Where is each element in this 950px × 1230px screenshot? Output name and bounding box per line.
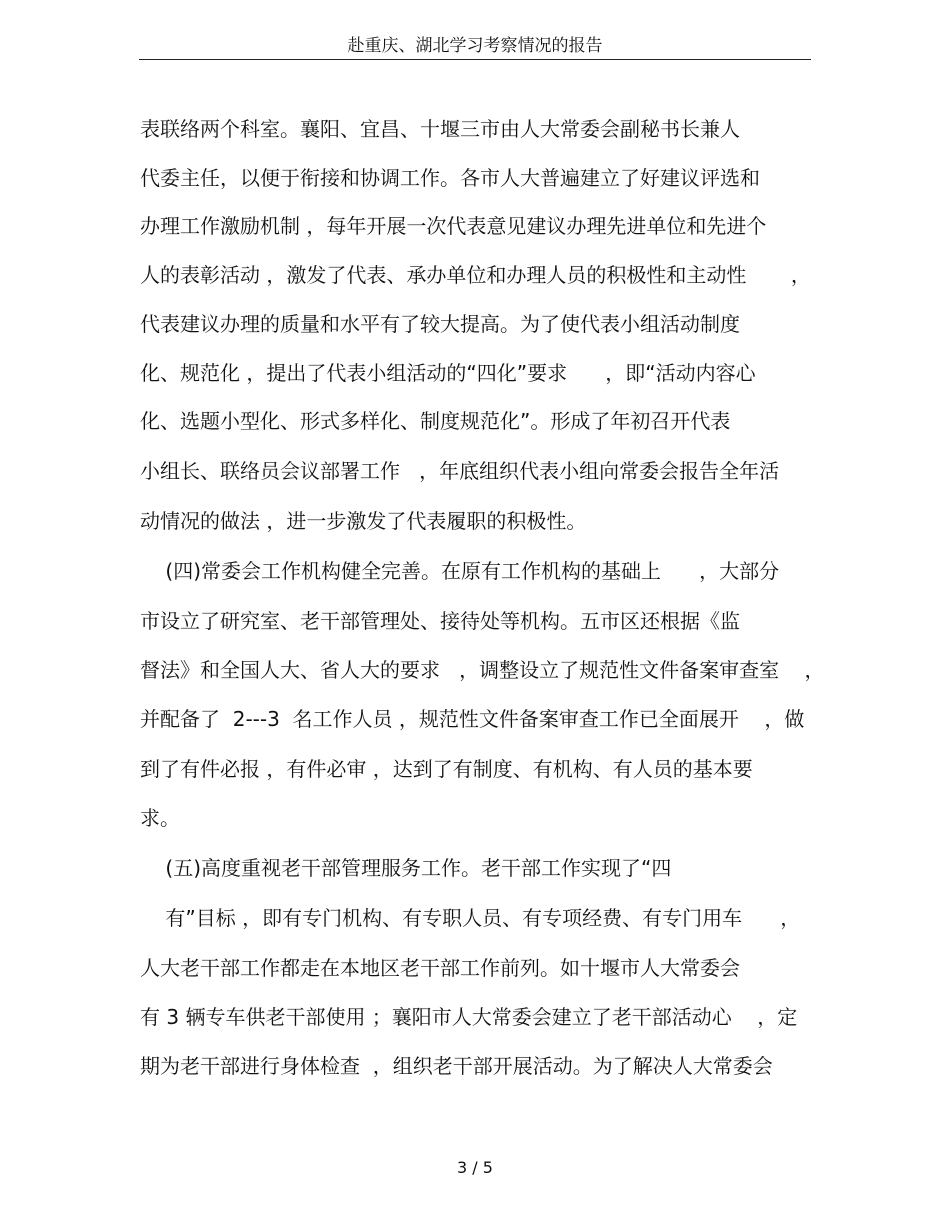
body-line: 求。 [140, 806, 180, 830]
body-line: 表联络两个科室。襄阳、宜昌、十堰三市由人大常委会副秘书长兼人 [140, 117, 740, 141]
page-number: 3 / 5 [457, 1158, 493, 1177]
body-line: 动情况的做法 ，进一步激发了代表履职的积极性。 [140, 509, 587, 533]
section-heading-line: (五)高度重视老干部管理服务工作。老干部工作实现了“四 [140, 856, 672, 880]
body-line: 督法》和全国人大、省人大的要求 ，调整设立了规范性文件备案审查室 ， [140, 658, 825, 682]
body-line: 代表建议办理的质量和水平有了较大提高。为了使代表小组活动制度 [140, 312, 740, 336]
body-line: 小组长、联络员会议部署工作 ，年底组织代表小组向常委会报告全年活 [140, 459, 780, 483]
body-line: 化、规范化 ，提出了代表小组活动的“四化”要求 ，即“活动内容心 [140, 361, 756, 385]
header-divider [139, 59, 811, 60]
body-line: 有”目标 ，即有专门机构、有专职人员、有专项经费、有专门用车 ， [140, 906, 801, 930]
body-line: 有 3 辆专车供老干部使用 ；襄阳市人大常委会建立了老干部活动心 ，定 [140, 1005, 798, 1029]
body-line: 并配备了 2---3 名工作人员 ，规范性文件备案审查工作已全面展开 ，做 [140, 707, 805, 731]
body-line: 办理工作激励机制 ，每年开展一次代表意见建议办理先进单位和先进个 [140, 214, 767, 238]
body-line: 人的表彰活动 ，激发了代表、承办单位和办理人员的积极性和主动性 ， [140, 263, 811, 287]
body-line: 期为老干部进行身体检查 ，组织老干部开展活动。为了解决人大常委会 [140, 1054, 773, 1078]
running-header-title: 赴重庆、湖北学习考察情况的报告 [347, 36, 603, 56]
body-line: 代委主任，以便于衔接和协调工作。各市人大普遍建立了好建议评选和 [140, 166, 760, 190]
body-line: 化、选题小型化、形式多样化、制度规范化”。形成了年初召开代表 [140, 409, 731, 433]
body-line: 人大老干部工作都走在本地区老干部工作前列。如十堰市人大常委会 [140, 956, 740, 980]
body-line: 市设立了研究室、老干部管理处、接待处等机构。五市区还根据《监 [140, 609, 740, 633]
section-heading-line: (四)常委会工作机构健全完善。在原有工作机构的基础上 ，大部分 [140, 559, 780, 583]
body-line: 到了有件必报 ，有件必审 ，达到了有制度、有机构、有人员的基本要 [140, 757, 753, 781]
